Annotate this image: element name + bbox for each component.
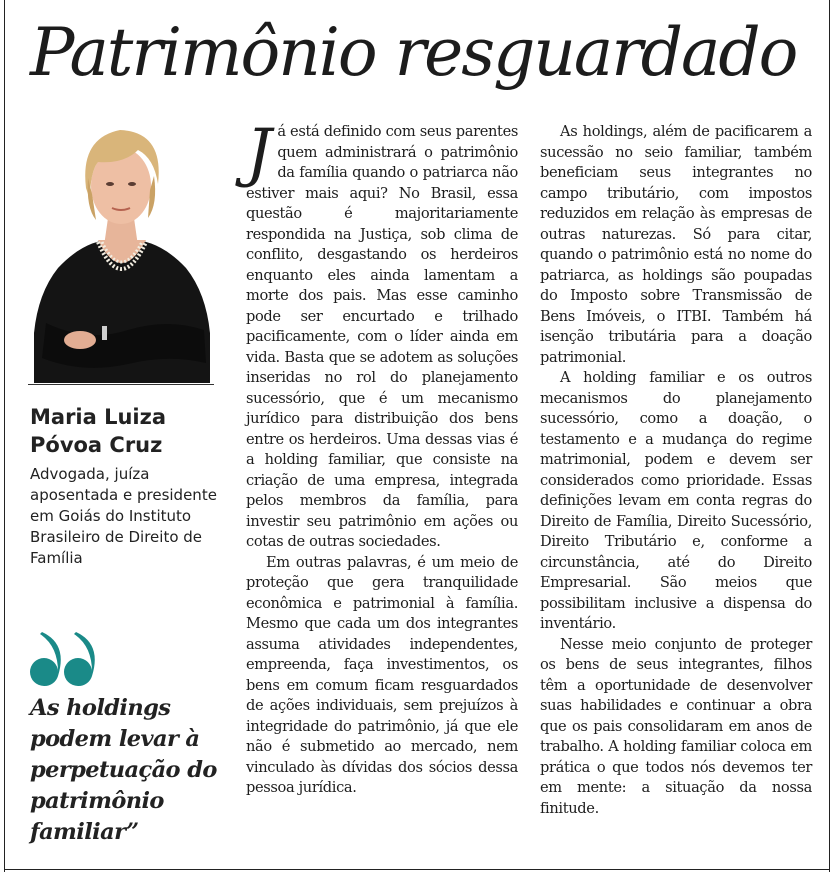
- article-title: Patrimônio resguardado: [30, 14, 797, 91]
- bottom-border: [4, 869, 830, 870]
- paragraph: Nesse meio conjunto de proteger os bens de seus integrantes, filhos têm a oportunidade de desenvolver suas habilidades e continuar a obra que os pais consolidaram em anos de trabalho. A holding familiar coloca em prática o que todos nós devemos ter em mente: a situação da nossa finitude.: [540, 635, 812, 817]
- paragraph: A holding familiar e os outros mecanismos do planejamento sucessório, como a doação, o testamento e a mudança do regime matrimonial, podem e devem ser considerados como prioridade. Essas definições levam em conta regras do Direito de Família, Direito Sucessório, Direito Tributário e, conforme a circunstância, até do Direito Empresarial. São meios que possibilitam inclusive a dispensa do inventário.: [540, 369, 812, 632]
- article-column-2: [540, 122, 812, 819]
- left-border: [4, 0, 5, 872]
- article-column-1: [246, 116, 518, 799]
- photo-divider: [28, 384, 214, 385]
- paragraph: Em outras palavras, é um meio de proteção que gera tranquilidade econômica e patrimonial à família. Mesmo que cada um dos integrantes assuma atividades independentes, empreenda, faça investimentos, os bens em comum ficam resguardados de ações individuais, sem prejuízos à integridade do patrimônio, já que ele não é submetido ao mercado, nem vinculado às dívidas dos sócios dessa pessoa jurídica.: [246, 553, 518, 796]
- drop-cap: J: [246, 116, 272, 190]
- paragraph: As holdings, além de pacificarem a sucessão no seio familiar, também beneficiam seus integrantes no campo tributário, com impostos reduzidos em relação às empresas de outras naturezas. Só para citar, quando o patrimônio está no nome do patriarca, as holdings são poupadas do Imposto sobre Transmissão de Bens Imóveis, o ITBI. Também há isenção tributária para a doação patrimonial.: [540, 123, 812, 366]
- right-border: [829, 0, 830, 872]
- paragraph-text: á está definido com seus parentes quem administrará o patrimônio da família quando o patriarca não estiver mais aqui? No Brasil, essa questão é majoritariamente respondida na Justiça, sob clima de conflito, desgastando os herdeiros enquanto eles ainda lamentam a morte dos pais. Mas esse caminho pode ser encurtado e trilhado pacificamente, com o líder ainda em vida. Basta que se adotem as soluções inseridas no rol do planejamento sucessório, que é um mecanismo jurídico para distribuição dos bens entre os herdeiros. Uma dessas vias é a holding familiar, que consiste na criação de uma empresa, integrada pelos membros da família, para investir seu patrimônio em ações ou cotas de outras sociedades.: [246, 123, 518, 550]
- paragraph: [246, 116, 518, 553]
- pull-quote: As holdings podem levar à perpetuação do patrimônio familiar”: [30, 695, 217, 845]
- author-photo: [28, 118, 214, 383]
- author-name: Maria Luiza Póvoa Cruz: [30, 405, 167, 457]
- quote-icon: [28, 632, 98, 688]
- author-bio: Advogada, juíza aposentada e presidente em Goiás do Instituto Brasileiro de Direito de Família: [30, 465, 217, 567]
